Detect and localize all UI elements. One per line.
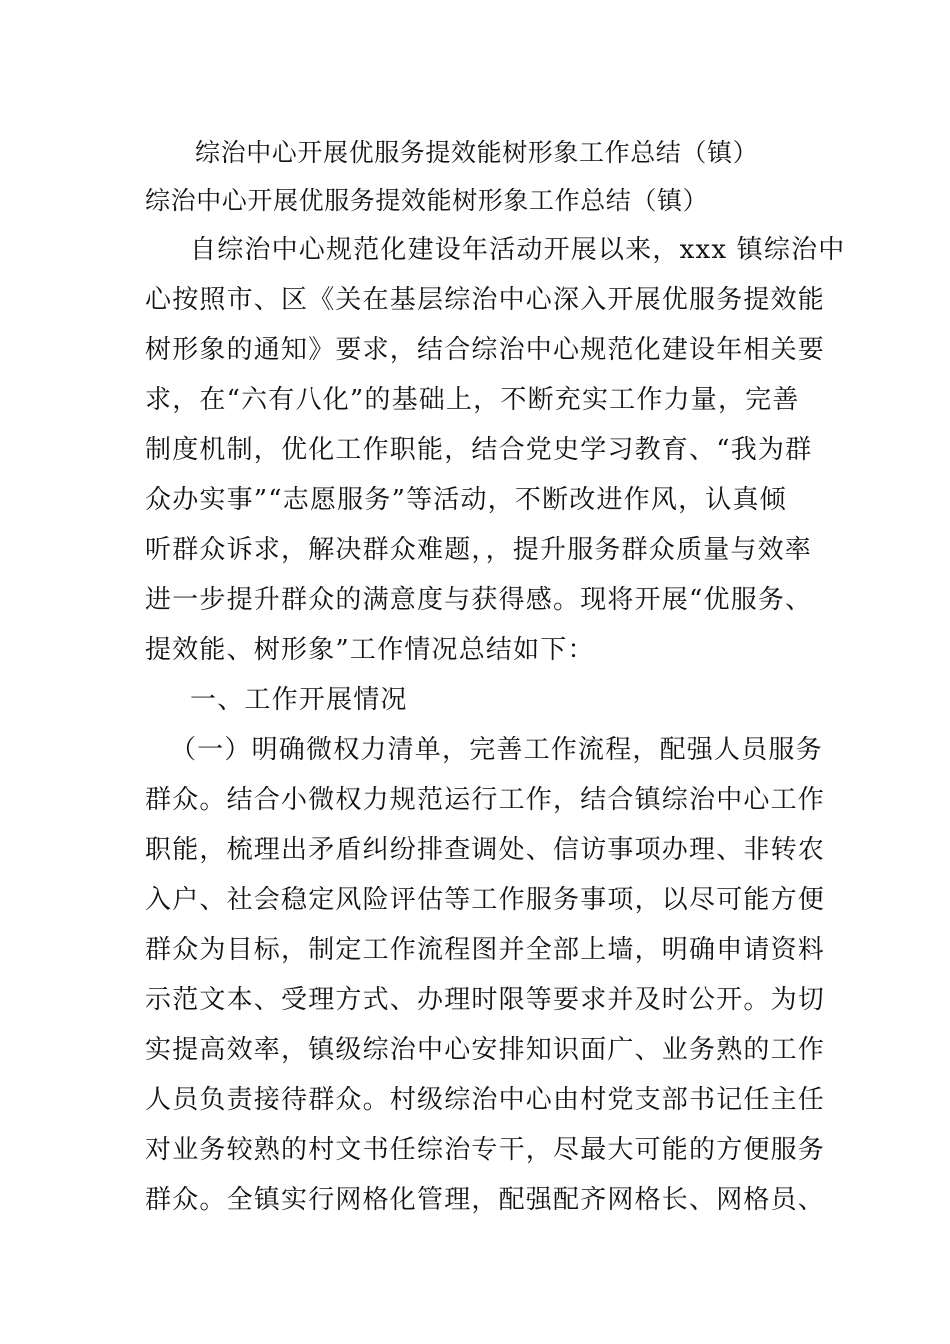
paragraph-line: 对业务较熟的村文书任综治专干，尽最大可能的方便服务 bbox=[145, 1135, 826, 1165]
paragraph-line: 职能，梳理出矛盾纠纷排查调处、信访事项办理、非转农 bbox=[145, 835, 826, 865]
paragraph-line: 群众。全镇实行网格化管理，配强配齐网格长、网格员、 bbox=[145, 1185, 826, 1215]
paragraph-line: 自综治中心规范化建设年活动开展以来，xxx 镇综治中 bbox=[190, 235, 846, 265]
section-heading: 一、工作开展情况 bbox=[190, 685, 408, 715]
paragraph-line: （一）明确微权力清单，完善工作流程，配强人员服务 bbox=[170, 735, 823, 765]
paragraph-line: 入户、社会稳定风险评估等工作服务事项，以尽可能方便 bbox=[145, 885, 826, 915]
paragraph-line: 提效能、树形象”工作情况总结如下： bbox=[145, 635, 595, 665]
paragraph-line: 听群众诉求，解决群众难题，，提升服务群众质量与效率 bbox=[145, 535, 813, 565]
paragraph-line: 群众。结合小微权力规范运行工作，结合镇综治中心工作 bbox=[145, 785, 826, 815]
document-title: 综治中心开展优服务提效能树形象工作总结（镇） bbox=[195, 138, 759, 167]
paragraph-line: 进一步提升群众的满意度与获得感。现将开展“优服务、 bbox=[145, 585, 813, 615]
paragraph-line: 群众为目标，制定工作流程图并全部上墙，明确申请资料 bbox=[145, 935, 826, 965]
paragraph-line: 树形象的通知》要求，结合综治中心规范化建设年相关要 bbox=[145, 335, 826, 365]
paragraph-line: 示范文本、受理方式、办理时限等要求并及时公开。为切 bbox=[145, 985, 826, 1015]
paragraph-line: 心按照市、区《关在基层综治中心深入开展优服务提效能 bbox=[145, 285, 826, 315]
paragraph-line: 制度机制，优化工作职能，结合党史学习教育、“我为群 bbox=[145, 435, 813, 465]
paragraph-line: 众办实事”“志愿服务”等活动，不断改进作风，认真倾 bbox=[145, 485, 787, 515]
paragraph-line: 人员负责接待群众。村级综治中心由村党支部书记任主任 bbox=[145, 1085, 826, 1115]
paragraph-line: 求，在“六有八化”的基础上，不断充实工作力量，完善 bbox=[145, 385, 800, 415]
paragraph-line: 实提高效率，镇级综治中心安排知识面广、业务熟的工作 bbox=[145, 1035, 826, 1065]
document-subtitle: 综治中心开展优服务提效能树形象工作总结（镇） bbox=[145, 186, 709, 215]
